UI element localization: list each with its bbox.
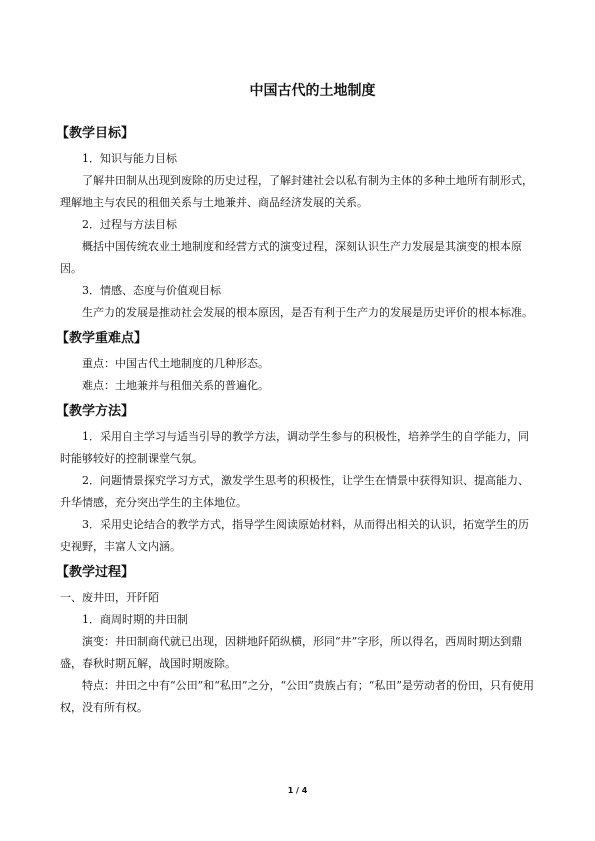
section-heading-methods: 【教学方法】 — [56, 404, 135, 419]
process-paragraph-evolution: 演变：井田制商代就已出现，因耕地阡陌纵横，形同“井”字形，所以得名，西周时期达到鼎盛，春秋时期瓦解，战国时期废除。 — [60, 635, 523, 670]
goal-item-2-title: 2．过程与方法目标 — [82, 218, 177, 231]
process-sub-1: 1．商周时期的井田制 — [82, 613, 188, 626]
goal-item-3-text: 生产力的发展是推动社会发展的根本原因，是否有利于生产力的发展是历史评价的根本标准。 — [82, 306, 533, 319]
method-item-1: 1．采用自主学习与适当引导的教学方法，调动学生参与的积极性，培养学生的自学能力，同时能够较好的控制课堂气氛。 — [60, 430, 529, 465]
section-heading-key-points: 【教学重难点】 — [56, 331, 148, 346]
process-paragraph-features: 特点：井田之中有“公田”和“私田”之分，“公田”贵族占有；“私田”是劳动者的份田，只有使用权，没有所有权。 — [60, 679, 534, 714]
method-item-2: 2．问题情景探究学习方式，激发学生思考的积极性，让学生在情景中获得知识、提高能力、升华情感，充分突出学生的主体地位。 — [60, 474, 529, 509]
goal-item-1-text: 了解井田制从出现到废除的历史过程，了解封建社会以私有制为主体的多种土地所有制形式，理解地主与农民的租佃关系与土地兼并、商品经济发展的关系。 — [60, 174, 533, 209]
difficult-point: 难点：土地兼并与租佃关系的普遍化。 — [82, 379, 269, 392]
section-heading-process: 【教学过程】 — [56, 565, 135, 580]
key-point: 重点：中国古代土地制度的几种形态。 — [82, 357, 269, 370]
document-title: 中国古代的土地制度 — [249, 83, 376, 99]
page-number: 1 / 4 — [287, 786, 308, 795]
document-body — [56, 125, 538, 719]
section-heading-goals: 【教学目标】 — [56, 126, 135, 141]
goal-item-1-title: 1．知识与能力目标 — [82, 152, 177, 165]
goal-item-3-title: 3．情感、态度与价值观目标 — [82, 284, 221, 297]
method-item-3: 3．采用史论结合的教学方式，指导学生阅读原始材料，从而得出相关的认识，拓宽学生的历史视野，丰富人文内涵。 — [60, 518, 529, 553]
process-part-1: 一、废井田，开阡陌 — [60, 591, 159, 604]
goal-item-2-text: 概括中国传统农业土地制度和经营方式的演变过程，深刻认识生产力发展是其演变的根本原因。 — [60, 240, 522, 275]
